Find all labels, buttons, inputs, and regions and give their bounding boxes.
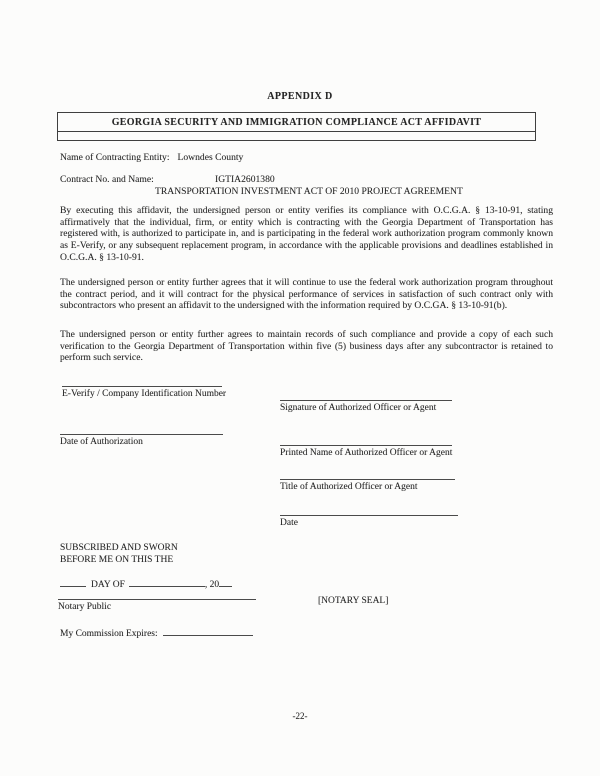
paragraph-compliance: By executing this affidavit, the undersigned person or entity verifies its compliance with O.C.G.A. § 13-10-91, stating affirmatively that the individual, firm, or entity which is contracting with the Georgia Department of Transportation has registered with, is authorized to participate in, and is participating in the federal work authorization program commonly known as E-Verify, or any subsequent replacement program, in accordance with the applicable provisions and deadlines established in O.C.G.A. § 13-10-91. — [60, 205, 553, 263]
commission-expires-blank — [163, 626, 253, 636]
date-line — [280, 508, 458, 516]
contracting-entity-value: Lowndes County — [177, 152, 244, 163]
sworn-statement-line1: SUBSCRIBED AND SWORN — [60, 543, 178, 553]
commission-expires-label: My Commission Expires: — [60, 629, 158, 639]
paragraph-recordkeeping: The undersigned person or entity further agrees to maintain records of such compliance and provide a copy of each such verification to the Georgia Department of Transportation within five (5) business days after any subcontractor is retained to perform such service. — [60, 329, 553, 364]
title-box-strip — [58, 132, 535, 140]
contract-name: TRANSPORTATION INVESTMENT ACT OF 2010 PROJECT AGREEMENT — [155, 186, 463, 197]
date-label: Date — [280, 518, 298, 528]
notary-public-line — [58, 592, 256, 600]
officer-title-field — [280, 472, 455, 492]
contract-label: Contract No. and Name: — [60, 174, 154, 185]
appendix-heading: APPENDIX D — [267, 91, 333, 102]
notary-public-field — [58, 592, 256, 612]
sworn-statement — [60, 543, 178, 566]
date-field — [280, 508, 458, 528]
page-number: -22- — [292, 711, 308, 721]
contracting-entity-row — [60, 152, 243, 163]
printed-name-line — [280, 438, 452, 446]
printed-name-field — [280, 438, 452, 458]
notary-public-label: Notary Public — [58, 602, 112, 612]
notary-seal-placeholder: [NOTARY SEAL] — [318, 596, 389, 606]
affidavit-title: GEORGIA SECURITY AND IMMIGRATION COMPLIANCE ACT AFFIDAVIT — [58, 113, 535, 132]
year-blank — [219, 577, 232, 587]
everify-number-label: E-Verify / Company Identification Number — [62, 389, 227, 399]
officer-title-line — [280, 472, 455, 480]
signature-line — [280, 393, 452, 401]
date-of-authorization-field — [60, 427, 223, 447]
contract-row — [60, 174, 275, 185]
year-prefix: , 20 — [204, 580, 220, 590]
contract-number: IGTIA2601380 — [215, 174, 275, 185]
everify-number-field — [62, 379, 226, 399]
signature-label: Signature of Authorized Officer or Agent — [280, 403, 437, 413]
everify-number-line — [62, 379, 222, 387]
day-of-label: DAY OF — [91, 580, 125, 590]
contracting-entity-label: Name of Contracting Entity: — [60, 152, 170, 163]
day-of-row — [60, 577, 232, 590]
paragraph-continued-use: The undersigned person or entity further agrees that it will continue to use the federal work authorization program throughout the contract period, and it will contract for the physical performance of services in satisfaction of such contract only with subcontractors who present an affidavit to the undersigned with the information required by O.C.GA. § 13-10-91(b). — [60, 277, 553, 312]
month-blank — [129, 577, 205, 587]
signature-field — [280, 393, 452, 413]
commission-expires-row — [60, 626, 253, 639]
affidavit-title-box — [57, 112, 536, 141]
date-of-authorization-line — [60, 427, 223, 435]
officer-title-label: Title of Authorized Officer or Agent — [280, 482, 418, 492]
sworn-statement-line2: BEFORE ME ON THIS THE — [60, 554, 174, 565]
printed-name-label: Printed Name of Authorized Officer or Agent — [280, 448, 453, 458]
day-blank — [60, 577, 86, 587]
date-of-authorization-label: Date of Authorization — [60, 437, 143, 447]
